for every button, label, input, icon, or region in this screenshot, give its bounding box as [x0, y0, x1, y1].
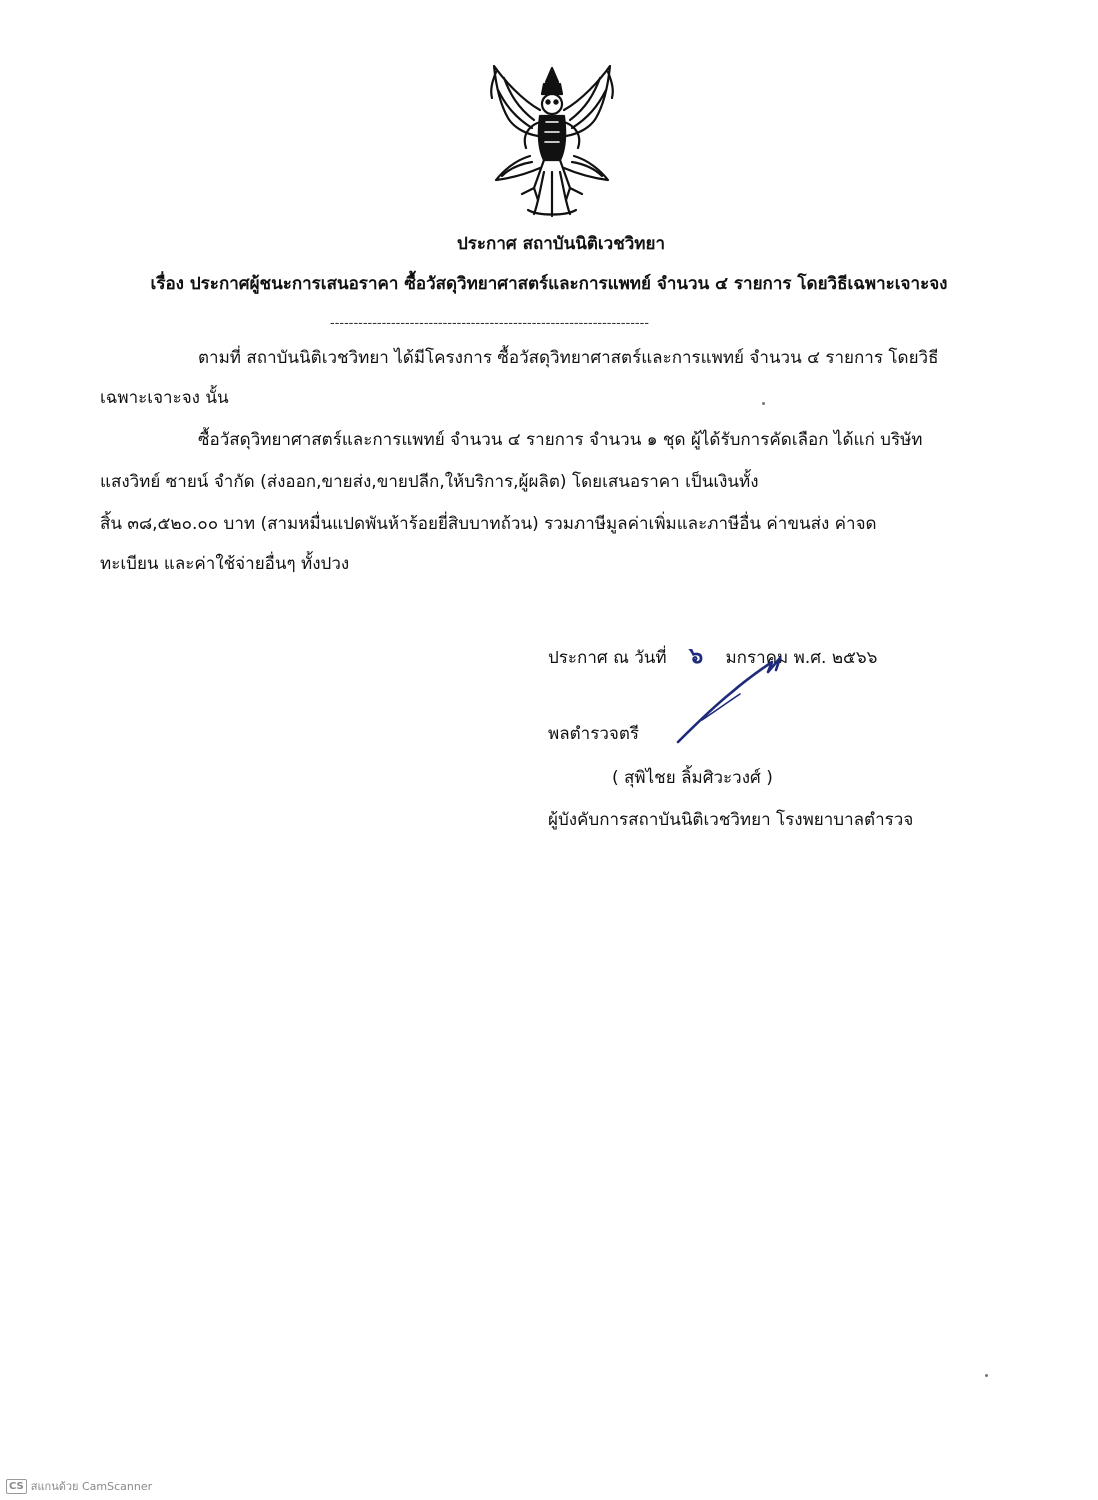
separator-line: -------------------------------------------------------------------- [330, 316, 649, 331]
signatory-title: ผู้บังคับการสถาบันนิติเวชวิทยา โรงพยาบาลตำรวจ [548, 810, 914, 830]
garuda-emblem-icon [482, 60, 622, 220]
body-line: แสงวิทย์ ซายน์ จำกัด (ส่งออก,ขายส่ง,ขายปลีก,ให้บริการ,ผู้ผลิต) โดยเสนอราคา เป็นเงินทั้ง [100, 472, 759, 492]
body-line: เฉพาะเจาะจง นั้น [100, 388, 229, 408]
scan-speck [985, 1374, 988, 1377]
scanner-text: สแกนด้วย CamScanner [30, 1480, 153, 1493]
announcement-subject: เรื่อง ประกาศผู้ชนะการเสนอราคา ซื้อวัสดุวิทยาศาสตร์และการแพทย์ จำนวน ๔ รายการ โดยวิธีเฉพาะเจาะจง [150, 274, 948, 294]
scan-speck [762, 402, 765, 405]
announcement-title: ประกาศ สถาบันนิติเวชวิทยา [456, 234, 666, 254]
body-line: ซื้อวัสดุวิทยาศาสตร์และการแพทย์ จำนวน ๔ รายการ จำนวน ๑ ชุด ผู้ได้รับการคัดเลือก ได้แก่ บริษัท [198, 430, 923, 450]
signature-mark [672, 650, 792, 750]
date-day-handwritten: ๖ [689, 643, 704, 669]
signatory-name: ( สุพิไชย ลิ้มศิวะวงศ์ ) [612, 768, 773, 788]
signatory-rank: พลตำรวจตรี [548, 724, 640, 744]
camscanner-logo-icon: CS [6, 1479, 27, 1494]
body-line: สิ้น ๓๘,๕๒๐.๐๐ บาท (สามหมื่นแปดพันห้าร้อยยี่สิบบาทถ้วน) รวมภาษีมูลค่าเพิ่มและภาษีอื่น ค่าขนส่ง ค่าจด [100, 514, 877, 534]
date-prefix: ประกาศ ณ วันที่ [548, 648, 667, 668]
body-line: ตามที่ สถาบันนิติเวชวิทยา ได้มีโครงการ ซื้อวัสดุวิทยาศาสตร์และการแพทย์ จำนวน ๔ รายการ โดยวิธี [198, 348, 939, 368]
body-line: ทะเบียน และค่าใช้จ่ายอื่นๆ ทั้งปวง [100, 554, 350, 574]
scanner-watermark [6, 1477, 152, 1495]
date-month-year: มกราคม พ.ศ. ๒๕๖๖ [725, 648, 878, 668]
